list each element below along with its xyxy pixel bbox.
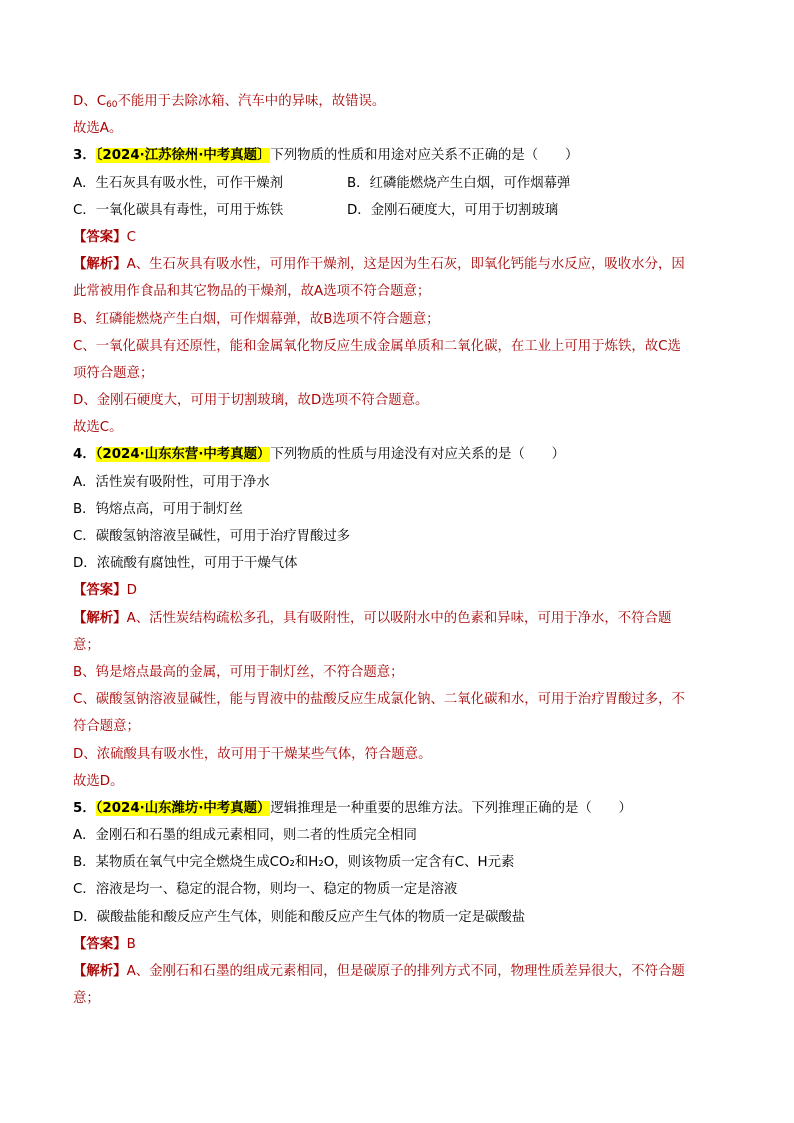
question-5-analysis-line: 【解析】A、金刚石和石墨的组成元素相同，但是碳原子的排列方式不同，物理性质差异很大，不符合题	[73, 964, 685, 979]
source-tag: 〔2024·江苏徐州·中考真题〕	[95, 148, 271, 164]
question-5-stem: 5．（2024·山东潍坊·中考真题）逻辑推理是一种重要的思维方法。下列推理正确的是（ ）	[73, 800, 632, 816]
question-3-answer: 【答案】C	[73, 229, 136, 245]
option-a: A．金刚石和石墨的组成元素相同，则二者的性质完全相同	[73, 828, 417, 844]
question-4-analysis-line: B、钨是熔点最高的金属，可用于制灯丝，不符合题意；	[73, 664, 404, 680]
question-3-analysis-line: 项符合题意；	[73, 365, 154, 381]
question-3-analysis-line: D、金刚石硬度大，可用于切割玻璃，故D选项不符合题意。	[73, 393, 429, 409]
question-number: 4．	[73, 447, 96, 463]
question-5-answer: 【答案】B	[73, 936, 136, 952]
option-d: D．金刚石硬度大，可用于切割玻璃	[347, 202, 559, 218]
prev-choice: 故选A。	[73, 121, 123, 137]
question-4-analysis-line: 符合题意；	[73, 719, 140, 735]
question-number: 5．	[73, 800, 96, 816]
question-3-analysis-line: 【解析】A、生石灰具有吸水性，可用作干燥剂，这是因为生石灰，即氧化钙能与水反应，吸收水分，因	[73, 257, 685, 273]
question-3-analysis-line: C、一氧化碳具有还原性，能和金属氧化物反应生成金属单质和二氧化碳，在工业上可用于炼铁，故C选	[73, 338, 681, 354]
question-4-analysis-line: D、浓硫酸具有吸水性，故可用于干燥某些气体，符合题意。	[73, 746, 432, 762]
question-3-options-row-2	[73, 197, 723, 224]
option-a: A．生石灰具有吸水性，可作干燥剂	[73, 175, 284, 191]
question-4-analysis-line: C、碳酸氢钠溶液显碱性，能与胃液中的盐酸反应生成氯化钠、二氧化碳和水，可用于治疗胃酸过多，不	[73, 692, 685, 708]
option-b: B．钨熔点高，可用于制灯丝	[73, 501, 243, 517]
option-c: C．碳酸氢钠溶液呈碱性，可用于治疗胃酸过多	[73, 529, 351, 544]
option-c: C．溶液是均一、稳定的混合物，则均一、稳定的物质一定是溶液	[73, 882, 458, 898]
question-5-analysis-line: 意；	[73, 991, 100, 1007]
question-3-options-row-1	[73, 170, 723, 197]
option-d: D．浓硫酸有腐蚀性，可用于干燥气体	[73, 556, 298, 572]
source-tag: （2024·山东东营·中考真题）	[95, 447, 271, 463]
question-4-analysis-line: 意；	[73, 637, 100, 653]
option-b: B．红磷能燃烧产生白烟，可作烟幕弹	[347, 175, 571, 191]
question-4-choice: 故选D。	[73, 773, 124, 789]
question-3-analysis-line: B、红磷能燃烧产生白烟，可作烟幕弹，故B选项不符合题意；	[73, 311, 440, 327]
source-tag: （2024·山东潍坊·中考真题）	[95, 800, 271, 816]
question-3-analysis-line: 此常被用作食品和其它物品的干燥剂，故A选项不符合题意；	[73, 284, 431, 300]
question-3-choice: 故选C。	[73, 420, 123, 436]
worksheet-page	[73, 88, 723, 1012]
question-3-stem: 3．〔2024·江苏徐州·中考真题〕下列物质的性质和用途对应关系不正确的是（ ）	[73, 148, 579, 164]
option-b: B．某物质在氧气中完全燃烧生成CO₂和H₂O，则该物质一定含有C、H元素	[73, 855, 515, 871]
question-number: 3．	[73, 148, 96, 164]
question-4-answer: 【答案】D	[73, 583, 137, 599]
option-c: C．一氧化碳具有毒性，可用于炼铁	[73, 202, 284, 218]
option-d: D．碳酸盐能和酸反应产生气体，则能和酸反应产生气体的物质一定是碳酸盐	[73, 909, 526, 925]
question-4-analysis-line: 【解析】A、活性炭结构疏松多孔，具有吸附性，可以吸附水中的色素和异味，可用于净水，不符合题	[73, 610, 672, 626]
question-4-stem: 4．（2024·山东东营·中考真题）下列物质的性质与用途没有对应关系的是（ ）	[73, 447, 565, 463]
prev-analysis-d: D、$C_{60}$不能用于去除冰箱、汽车中的异味，故错误。	[73, 94, 386, 110]
option-a: A．活性炭有吸附性，可用于净水	[73, 474, 270, 490]
